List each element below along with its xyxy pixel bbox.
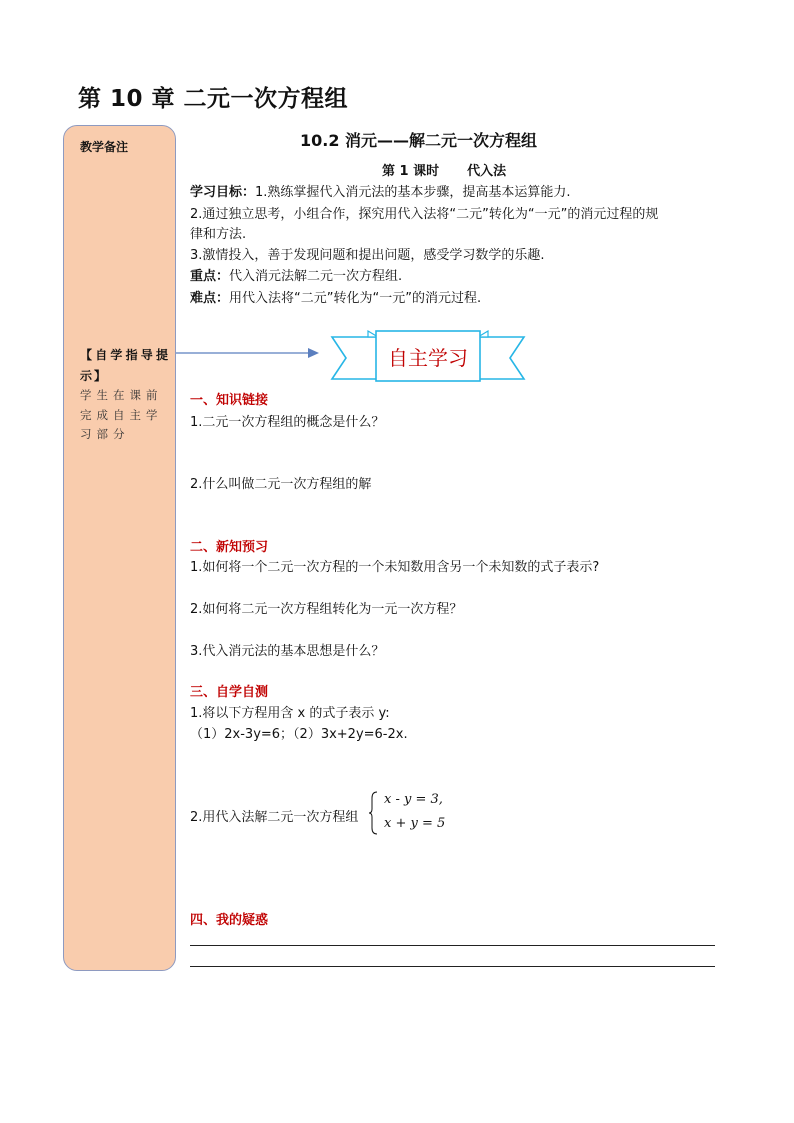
lesson-title <box>382 160 506 179</box>
banner-label: 自主学习 <box>388 346 468 370</box>
part3-question-1-equations: （1）2x-3y=6；（2）3x+2y=6-2x. <box>190 727 408 742</box>
system-equation-1: x - y = 3, <box>384 792 443 807</box>
difficulty-text: 用代入法将“二元”转化为“一元”的消元过程. <box>229 291 482 306</box>
part3-heading: 三、自学自测 <box>190 685 269 700</box>
teaching-notes-sidebar <box>63 125 176 971</box>
self-study-tip-body: 学生在课前完成自主学习部分 <box>80 388 163 441</box>
part1-heading: 一、知识链接 <box>190 393 269 408</box>
part2-question-2: 2.如何将二元一次方程组转化为一元一次方程？ <box>190 602 463 617</box>
key-point-text: 代入消元法解二元一次方程组. <box>229 269 403 284</box>
difficulty <box>190 287 481 306</box>
part4-heading: 四、我的疑惑 <box>190 913 269 928</box>
self-study-tip-title: 【自学指导提示】 <box>80 348 170 383</box>
key-point-label: 重点： <box>190 269 230 284</box>
left-brace-icon <box>368 790 380 836</box>
section-title: 10.2 消元——解二元一次方程组 <box>300 131 538 150</box>
lesson-name: 代入法 <box>467 164 507 179</box>
difficulty-label: 难点： <box>190 291 230 306</box>
answer-line-1 <box>190 945 715 946</box>
part1-question-1: 1.二元一次方程组的概念是什么？ <box>190 415 385 430</box>
self-study-banner <box>330 327 526 385</box>
part1-question-2: 2.什么叫做二元一次方程组的解 <box>190 477 372 492</box>
part3-question-1: 1.将以下方程用含 x 的式子表示 y: <box>190 706 390 721</box>
sidebar-heading: 教学备注 <box>80 140 129 154</box>
goal-item-2a: 2.通过独立思考，小组合作，探究用代入法将“二元”转化为“一元”的消元过程的规 <box>190 207 659 222</box>
goal-line-1 <box>190 181 571 200</box>
goal-item-1: 1.熟练掌握代入消元法的基本步骤，提高基本运算能力. <box>255 185 571 200</box>
goal-item-3: 3.激情投入，善于发现问题和提出问题，感受学习数学的乐趣. <box>190 248 545 263</box>
system-equation-2: x + y = 5 <box>384 816 446 831</box>
answer-line-2 <box>190 966 715 967</box>
goal-item-2b: 律和方法. <box>190 227 247 242</box>
part3-question-2: 2.用代入法解二元一次方程组 <box>190 810 359 825</box>
chapter-title: 第 10 章 二元一次方程组 <box>78 86 349 112</box>
key-point <box>190 265 402 284</box>
lesson-period: 第 1 课时 <box>382 164 440 179</box>
part2-heading: 二、新知预习 <box>190 540 269 555</box>
part2-question-1: 1.如何将一个二元一次方程的一个未知数用含另一个未知数的式子表示? <box>190 560 600 575</box>
part2-question-3: 3.代入消元法的基本思想是什么？ <box>190 644 385 659</box>
goals-label: 学习目标： <box>190 185 256 200</box>
arrow-right-icon <box>176 345 321 361</box>
